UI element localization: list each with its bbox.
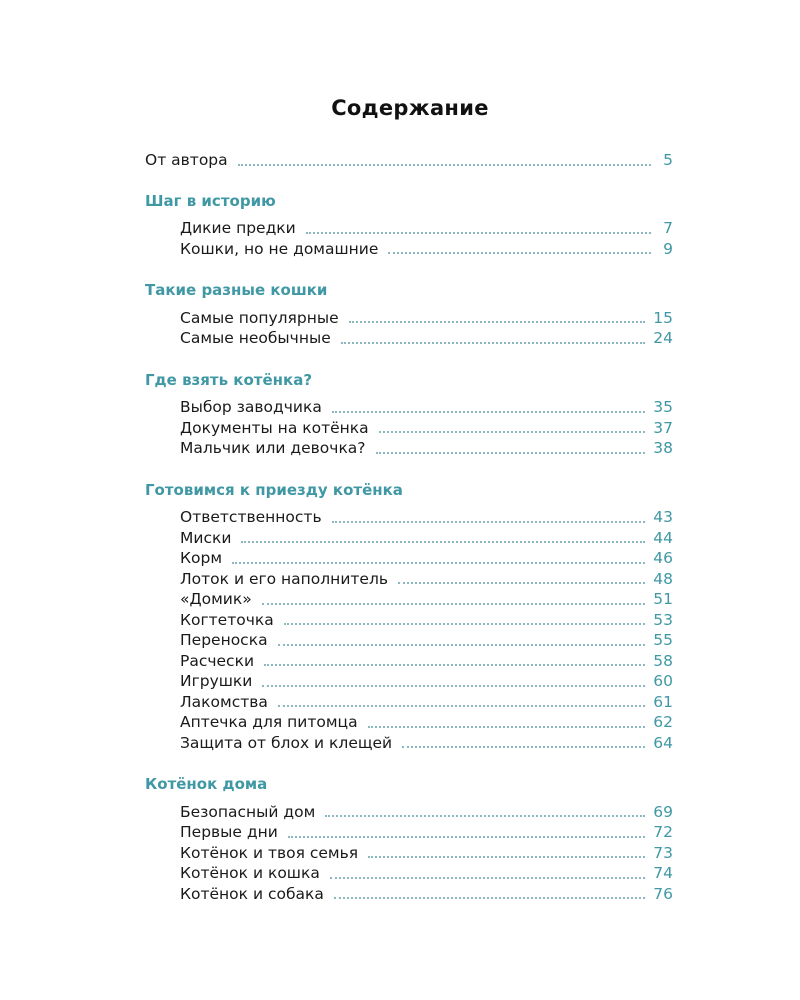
toc-entry[interactable] — [145, 630, 673, 651]
dot-leader — [349, 320, 646, 323]
toc-entry-label: Игрушки — [180, 672, 253, 690]
toc-entry-label: Расчески — [180, 651, 255, 670]
toc-page-number: 48 — [653, 569, 673, 588]
toc-entry[interactable] — [145, 651, 673, 672]
toc-page-number: 24 — [653, 329, 673, 347]
toc-entry-label: Ответственность — [180, 508, 322, 526]
toc-entry-label: Миски — [180, 528, 232, 547]
toc-page-number: 9 — [663, 239, 673, 258]
toc-entry-label: Когтеточка — [180, 610, 274, 629]
toc-entry[interactable] — [145, 733, 673, 754]
toc-section — [145, 480, 673, 754]
toc-entry-label: Котёнок и собака — [180, 884, 324, 903]
toc-entry-label: Аптечка для питомца — [180, 713, 358, 731]
toc-entry-label: Корм — [180, 549, 223, 567]
toc-entry[interactable] — [145, 589, 673, 610]
toc-entry-label: Мальчик или девочка? — [180, 439, 366, 457]
toc-entry-label: Самые популярные — [180, 308, 339, 327]
toc-entry[interactable] — [145, 569, 673, 590]
toc-entry[interactable] — [145, 528, 673, 549]
dot-leader — [241, 540, 645, 543]
toc-entry[interactable] — [145, 507, 673, 528]
dot-leader — [402, 745, 645, 748]
toc-entry-label: Документы на котёнка — [180, 418, 369, 437]
toc-entry[interactable] — [145, 671, 673, 692]
toc-section-heading[interactable]: Такие разные кошки — [145, 281, 328, 299]
dot-leader — [341, 341, 646, 344]
toc-page-number: 62 — [653, 713, 673, 731]
toc-entry[interactable] — [145, 548, 673, 569]
dot-leader — [264, 663, 645, 666]
toc-entry[interactable] — [145, 712, 673, 733]
toc-entry[interactable] — [145, 239, 673, 260]
toc-section-heading[interactable]: Готовимся к приезду котёнка — [145, 480, 403, 499]
toc-entry[interactable] — [145, 802, 673, 823]
toc-entry[interactable] — [145, 438, 673, 459]
toc-page-number: 55 — [653, 631, 673, 649]
toc-entry-label: Кошки, но не домашние — [180, 239, 379, 258]
toc-entry-label: От автора — [145, 151, 228, 169]
toc-section-heading[interactable]: Шаг в историю — [145, 191, 276, 210]
toc-page-number: 38 — [653, 439, 673, 457]
dot-leader — [330, 876, 645, 879]
toc-entry-label: Лакомства — [180, 692, 268, 711]
toc-entry[interactable] — [145, 397, 673, 418]
dot-leader — [379, 430, 646, 433]
toc-section — [145, 774, 673, 904]
dot-leader — [262, 684, 645, 687]
toc-entry[interactable] — [145, 863, 673, 884]
toc-entry[interactable] — [145, 418, 673, 439]
toc-page-number: 44 — [653, 528, 673, 547]
toc-page-number: 61 — [653, 692, 673, 711]
toc-section — [145, 370, 673, 459]
toc-entry-intro[interactable] — [145, 150, 673, 171]
toc-section — [145, 191, 673, 260]
dot-leader — [334, 896, 645, 899]
dot-leader — [398, 581, 645, 584]
dot-leader — [278, 643, 646, 646]
toc-entry-label: Котёнок и твоя семья — [180, 843, 359, 862]
toc-entry-label: Защита от блох и клещей — [180, 733, 393, 752]
toc-page-number: 7 — [663, 219, 673, 237]
dot-leader — [388, 251, 651, 254]
dot-leader — [278, 704, 645, 707]
dot-leader — [232, 561, 645, 564]
toc-page-number: 43 — [653, 508, 673, 526]
toc-entry[interactable] — [145, 218, 673, 239]
toc-page-number: 5 — [663, 151, 673, 169]
dot-leader — [376, 451, 646, 454]
toc-entry-label: Лоток и его наполнитель — [180, 569, 389, 588]
toc-entry[interactable] — [145, 610, 673, 631]
toc-entry-label: Самые необычные — [180, 329, 331, 347]
toc-entry[interactable] — [145, 692, 673, 713]
dot-leader — [332, 410, 645, 413]
toc-page-number: 58 — [653, 651, 673, 670]
dot-leader — [238, 163, 651, 166]
toc-entry-label: Переноска — [180, 631, 268, 649]
dot-leader — [288, 835, 645, 838]
dot-leader — [262, 602, 646, 605]
toc-section-heading[interactable]: Котёнок дома — [145, 775, 268, 793]
page-title: Содержание — [331, 96, 489, 120]
toc-page-number: 51 — [653, 590, 673, 608]
dot-leader — [284, 622, 646, 625]
toc-page-number: 76 — [653, 884, 673, 903]
toc-entry-label: Первые дни — [180, 823, 278, 841]
toc-page-number: 64 — [653, 733, 673, 752]
toc-page-number: 35 — [653, 398, 673, 416]
toc-page-number: 37 — [653, 418, 673, 437]
toc-page-number: 15 — [653, 308, 673, 327]
dot-leader — [368, 855, 645, 858]
dot-leader — [306, 231, 651, 234]
toc-entry[interactable] — [145, 843, 673, 864]
toc-section-heading[interactable]: Где взять котёнка? — [145, 370, 313, 389]
toc-page-number: 46 — [653, 549, 673, 567]
toc-page-number: 73 — [653, 843, 673, 862]
toc-page-number: 60 — [653, 672, 673, 690]
toc-sections — [145, 191, 673, 905]
toc-entry-label: Выбор заводчика — [180, 398, 322, 416]
toc-entry-label: Котёнок и кошка — [180, 864, 320, 882]
toc-page-number: 69 — [653, 802, 673, 821]
toc-entry[interactable] — [145, 328, 673, 349]
toc-entry[interactable] — [145, 822, 673, 843]
toc-entry-label: Безопасный дом — [180, 802, 316, 821]
toc-entry[interactable] — [145, 308, 673, 329]
toc-page-number: 72 — [653, 823, 673, 841]
toc-section — [145, 280, 673, 349]
table-of-contents — [145, 150, 673, 925]
toc-page-number: 74 — [653, 864, 673, 882]
dot-leader — [325, 814, 645, 817]
toc-page-number: 53 — [653, 610, 673, 629]
toc-entry-label: Дикие предки — [180, 219, 296, 237]
toc-entry[interactable] — [145, 884, 673, 905]
toc-entry-label: «Домик» — [180, 590, 252, 608]
dot-leader — [332, 520, 646, 523]
dot-leader — [368, 725, 646, 728]
